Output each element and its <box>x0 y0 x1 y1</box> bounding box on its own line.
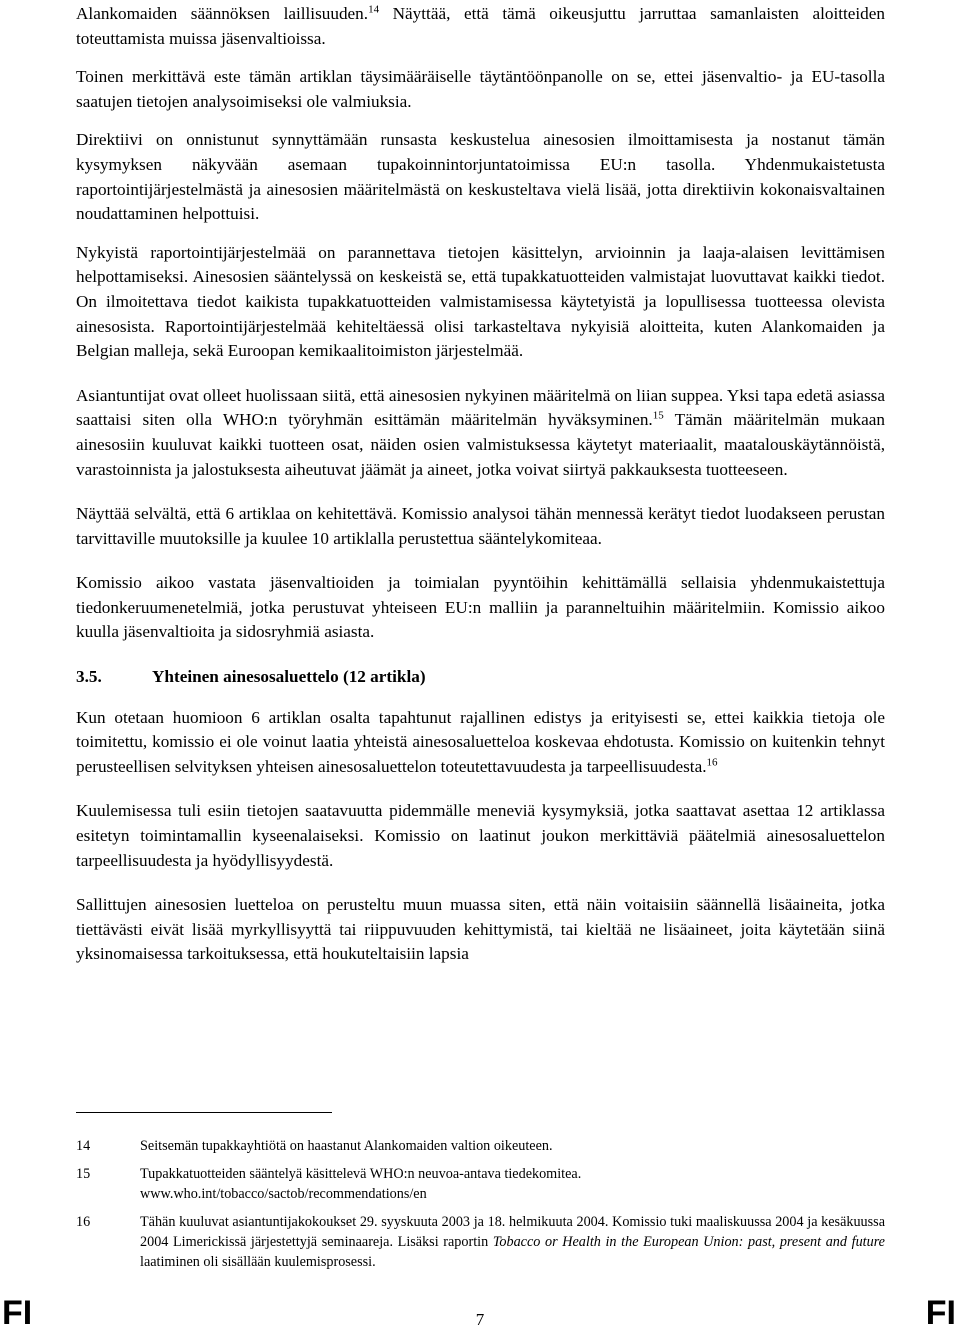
page-footer <box>0 1296 960 1330</box>
footnote-separator <box>76 1112 332 1113</box>
paragraph-7: Komissio aikoo vastata jäsenvaltioiden ja toimialan pyyntöihin kehittämällä sellaisia yhdenmukaistettuja tiedonkeruumenetelmiä, jotka perustuvat yhteiseen EU:n malliin ja paranneltuihin määritelmiin. Komissio aikoo kuulla jäsenvaltioita ja sidosryhmiä asiasta. <box>76 573 885 642</box>
section-title: Yhteinen ainesosaluettelo (12 artikla) <box>152 667 426 687</box>
footnote-link[interactable]: www.who.int/tobacco/sactob/recommendations/en <box>140 1186 427 1202</box>
body-text <box>76 2 885 967</box>
footnote-ref-15[interactable]: 15 <box>652 409 664 422</box>
footnote-15: 15 Tupakkatuotteiden sääntelyä käsittelevä WHO:n neuvoa-antava tiedekomitea. www.who.int/tobacco/sactob/recommendations/en <box>76 1166 582 1202</box>
paragraph-3: Direktiivi on onnistunut synnyttämään runsasta keskustelua ainesosien ilmoittamisesta ja nostanut tämän kysymyksen näkyvään asemaan tupakoinnintorjuntatoimissa EU:n tasolla. Yhdenmukaistetusta raportointijärjestelmästä ja ainesosien määritelmästä on keskusteltava vielä lisää, jotta direktiivin kokonaisvaltainen noudattaminen helpottuisi. <box>76 130 885 224</box>
paragraph-2: Toinen merkittävä este tämän artiklan täysimääräiselle täytäntöönpanolle on se, ettei jäsenvaltio- ja EU-tasolla saatujen tietojen analysoimiseksi ole valmiuksia. <box>76 67 885 111</box>
paragraph-4: Nykyistä raportointijärjestelmää on parannettava tietojen käsittelyn, arvioinnin ja laaja-alaisen levittämisen helpottamiseksi. Ainesosien sääntelyssä on keskeistä se, että tupakkatuotteiden valmistajat luovuttavat kaikki tiedot. On ilmoitettava tiedot kaikista tupakkatuotteiden valmistamisessa käytetyistä ja lopullisessa tuotteessa olevista ainesosista. Raportointijärjestelmää kehiteltäessä olisi tarkasteltava nykyisiä aloitteita, kuten Alankomaiden ja Belgian malleja, sekä Euroopan kemikaalitoimiston järjestelmää. <box>76 242 885 361</box>
paragraph-6: Näyttää selvältä, että 6 artiklaa on kehitettävä. Komissio analysoi tähän mennessä kerätyt tiedot luodakseen perustan tarvittaville muutoksille ja kuulee 10 artiklalla perustettua sääntelykomiteaa. <box>76 504 885 548</box>
paragraph-8: Kun otetaan huomioon 6 artiklan osalta tapahtunut rajallinen edistys ja erityisesti se, ettei kaikkia tietoja ole toimitettu, komissio ei ole voinut laatia yhteistä ainesosaluetteloa koskevaa ehdotusta. Komissio on kuitenkin tehnyt perusteellisen selvityksen yhteisen ainesosaluettelon toteutettavuudesta ja tarpeellisuudesta.$^{16}$ <box>76 707 885 776</box>
language-code-left: FI <box>2 1294 33 1332</box>
paragraph-9: Kuulemisessa tuli esiin tietojen saatavuutta pidemmälle meneviä kysymyksiä, jotka saattavat asettaa 12 artiklassa esitetyn toimintamallin kyseenalaiseksi. Komissio on laatinut joukon merkittäviä päätelmiä ainesosaluettelon tarpeellisuudesta ja hyödyllisyydestä. <box>76 801 885 870</box>
language-code-right: FI <box>925 1294 956 1332</box>
footnote-14: 14 Seitsemän tupakkayhtiötä on haastanut Alankomaiden valtion oikeuteen. <box>76 1138 553 1154</box>
paragraph-10: Sallittujen ainesosien luetteloa on perusteltu muun muassa siten, että näin voitaisiin säännellä lisäaineita, jotka tiettävästi eivät lisää myrkyllisyyttä tai riippuvuuden kehittymistä, tai kieltää ne lisäaineet, joita käytetään siinä yksinomaisessa tarkoituksessa, että houkuteltaisiin lapsia <box>76 895 885 964</box>
footnotes <box>76 1136 885 1280</box>
page-number: 7 <box>475 1310 485 1329</box>
footnote-ref-16[interactable]: 16 <box>706 756 718 769</box>
paragraph-5: Asiantuntijat ovat olleet huolissaan siitä, että ainesosien nykyinen määritelmä on liian suppea. Yksi tapa edetä asiassa saattaisi siten olla WHO:n työryhmän esittämän määritelmän hyväksyminen.$^{15}$ Tämän määritelmän mukaan ainesosiin kuuluvat kaikki tuotteen osat, näiden osien valmistuksessa käytetyt materiaalit, maatalouskäytännöistä, varastoinnista ja jalostuksesta aiheutuvat jäämät ja aineet, jotka voivat siirtyä pakkauksesta tuotteeseen. <box>76 385 885 479</box>
paragraph-1: Alankomaiden säännöksen laillisuuden.$^{14}$ Näyttää, että tämä oikeusjuttu jarruttaa samanlaisten aloitteiden toteuttamista muissa jäsenvaltioissa. <box>76 3 885 48</box>
footnote-16: 16 Tähän kuuluvat asiantuntijakokoukset 29. syyskuuta 2003 ja 18. helmikuuta 2004. Komissio tuki maaliskuussa 2004 ja kesäkuussa 2004 Limerickissä järjestettyjä seminaareja. Lisäksi raportin Tobacco or Health in the European Union: past, present and future laatiminen oli sisällään kuulemisprosessi. <box>76 1214 885 1270</box>
footnote-ref-14[interactable]: 14 <box>368 3 380 16</box>
section-heading <box>76 665 885 690</box>
section-number: 3.5. <box>76 667 102 687</box>
